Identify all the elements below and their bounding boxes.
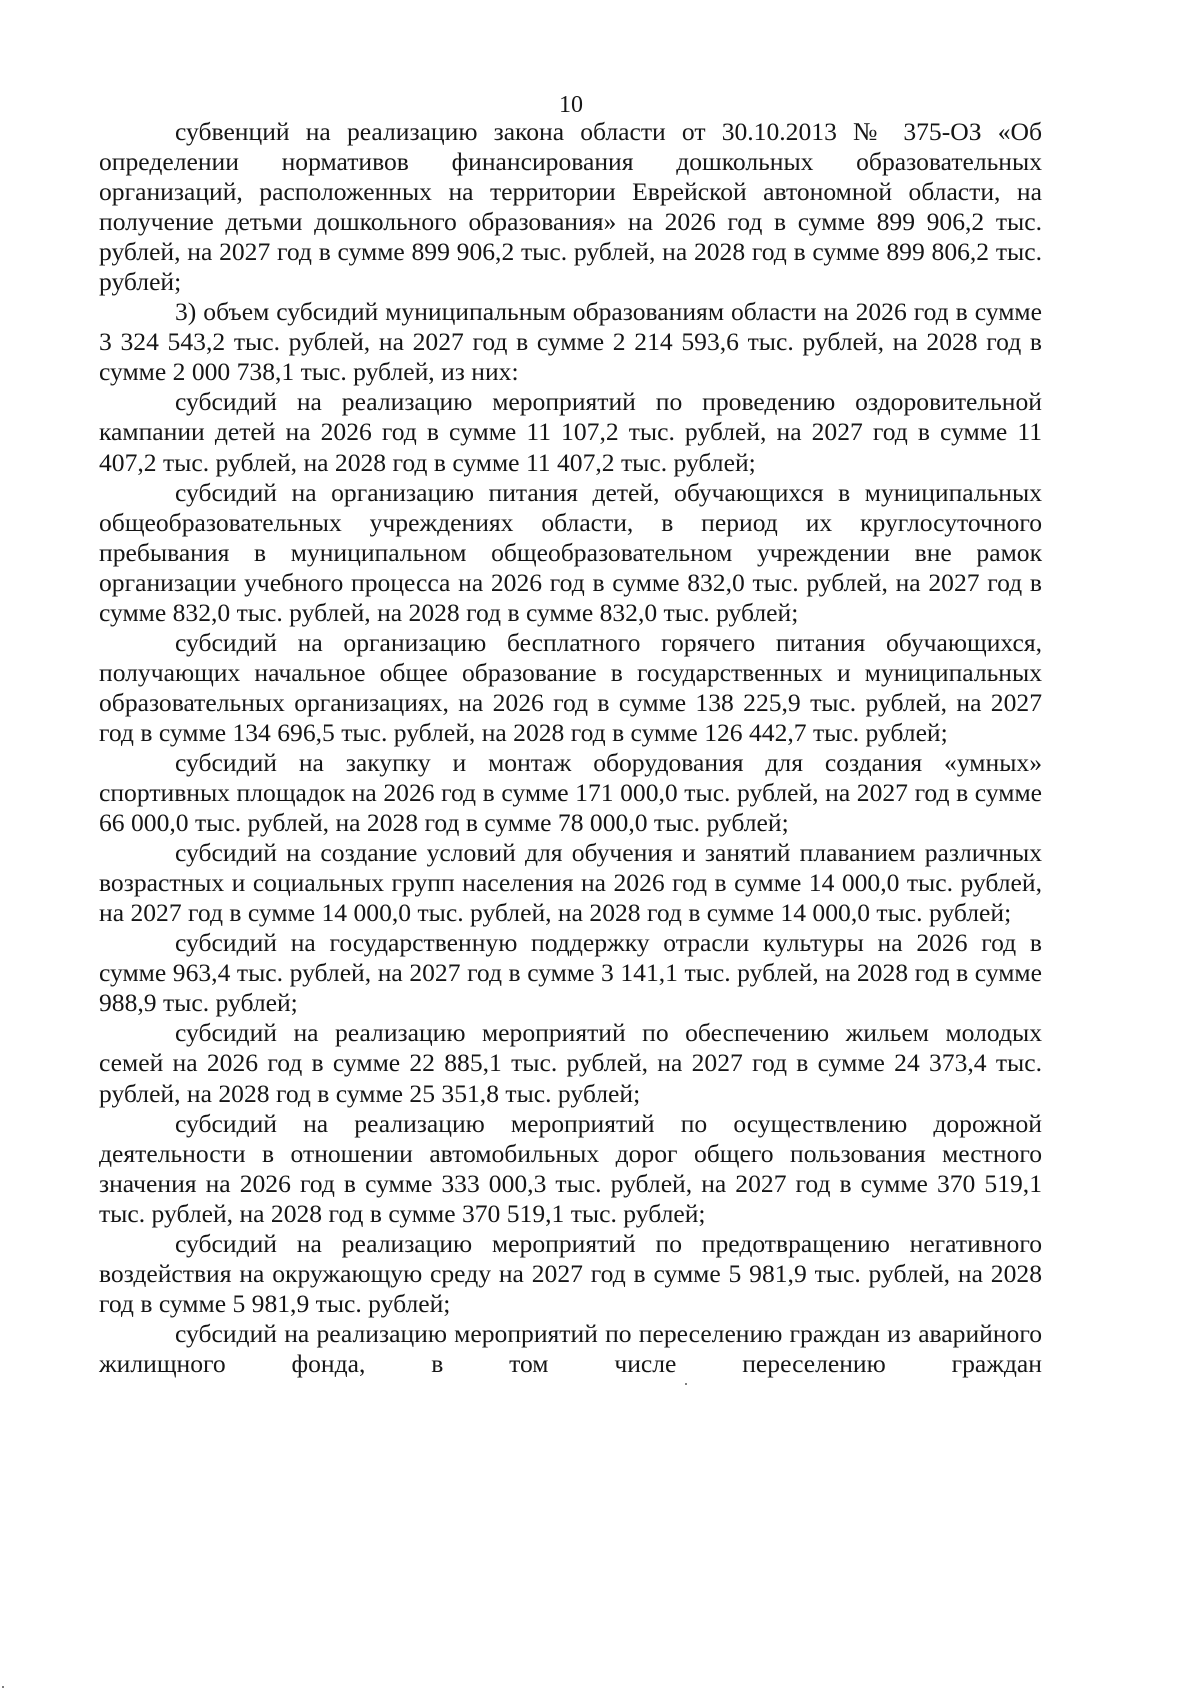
paragraph-subsidy-health-campaign: субсидий на реализацию мероприятий по проведению оздоровительной кампании детей на 2026 год в сумме 11 107,2 тыс. рублей, на 2027 год в сумме 11 407,2 тыс. рублей, на 2028 год в сумме 11 407,2 тыс. рублей;	[99, 387, 1042, 477]
paragraph-subvention-preschool: субвенций на реализацию закона области от 30.10.2013 № 375-ОЗ «Об определении нормативов финансирования дошкольных образовательных организаций, расположенных на территории Еврейской автономной области, на получение детьми дошкольного образования» на 2026 год в сумме 899 906,2 тыс. рублей, на 2027 год в сумме 899 906,2 тыс. рублей, на 2028 год в сумме 899 806,2 тыс. рублей;	[99, 117, 1042, 297]
paragraph-subsidy-swimming: субсидий на создание условий для обучения и занятий плаванием различных возрастных и социальных групп населения на 2026 год в сумме 14 000,0 тыс. рублей, на 2027 год в сумме 14 000,0 тыс. рублей, на 2028 год в сумме 14 000,0 тыс. рублей;	[99, 838, 1042, 928]
paragraph-subsidy-smart-sports-grounds: субсидий на закупку и монтаж оборудования для создания «умных» спортивных площадок на 2026 год в сумме 171 000,0 тыс. рублей, на 2027 год в сумме 66 000,0 тыс. рублей, на 2028 год в сумме 78 000,0 тыс. рублей;	[99, 747, 1042, 838]
document-body	[99, 117, 1042, 1379]
paragraph-subsidy-young-families-housing: субсидий на реализацию мероприятий по обеспечению жильем молодых семей на 2026 год в сумме 22 885,1 тыс. рублей, на 2027 год в сумме 24 373,4 тыс. рублей, на 2028 год в сумме 25 351,8 тыс. рублей;	[99, 1018, 1042, 1108]
paragraph-subsidy-road-activities: субсидий на реализацию мероприятий по осуществлению дорожной деятельности в отношении автомобильных дорог общего пользования местного значения на 2026 год в сумме 333 000,3 тыс. рублей, на 2027 год в сумме 370 519,1 тыс. рублей, на 2028 год в сумме 370 519,1 тыс. рублей;	[99, 1108, 1042, 1228]
scan-speck	[2, 1686, 4, 1688]
paragraph-subsidy-hot-meals: субсидий на организацию бесплатного горячего питания обучающихся, получающих начальное общее образование в государственных и муниципальных образовательных организациях, на 2026 год в сумме 138 225,9 тыс. рублей, на 2027 год в сумме 134 696,5 тыс. рублей, на 2028 год в сумме 126 442,7 тыс. рублей;	[99, 627, 1042, 747]
paragraph-subsidies-total: 3) объем субсидий муниципальным образованиям области на 2026 год в сумме 3 324 543,2 тыс. рублей, на 2027 год в сумме 2 214 593,6 тыс. рублей, на 2028 год в сумме 2 000 738,1 тыс. рублей, из них:	[99, 297, 1042, 387]
paragraph-subsidy-environment: субсидий на реализацию мероприятий по предотвращению негативного воздействия на окружающую среду на 2027 год в сумме 5 981,9 тыс. рублей, на 2028 год в сумме 5 981,9 тыс. рублей;	[99, 1228, 1042, 1318]
paragraph-subsidy-culture: субсидий на государственную поддержку отрасли культуры на 2026 год в сумме 963,4 тыс. рублей, на 2027 год в сумме 3 141,1 тыс. рублей, на 2028 год в сумме 988,9 тыс. рублей;	[99, 928, 1042, 1018]
page-number: 10	[559, 92, 583, 118]
paragraph-subsidy-resettlement: субсидий на реализацию мероприятий по переселению граждан из аварийного жилищного фонда, в том числе переселению граждан	[99, 1318, 1042, 1378]
paragraph-subsidy-boarding-meals: субсидий на организацию питания детей, обучающихся в муниципальных общеобразовательных учреждениях области, в период их круглосуточного пребывания в муниципальном общеобразовательном учреждении вне рамок организации учебного процесса на 2026 год в сумме 832,0 тыс. рублей, на 2027 год в сумме 832,0 тыс. рублей, на 2028 год в сумме 832,0 тыс. рублей;	[99, 477, 1042, 627]
scan-speck	[685, 1383, 687, 1385]
